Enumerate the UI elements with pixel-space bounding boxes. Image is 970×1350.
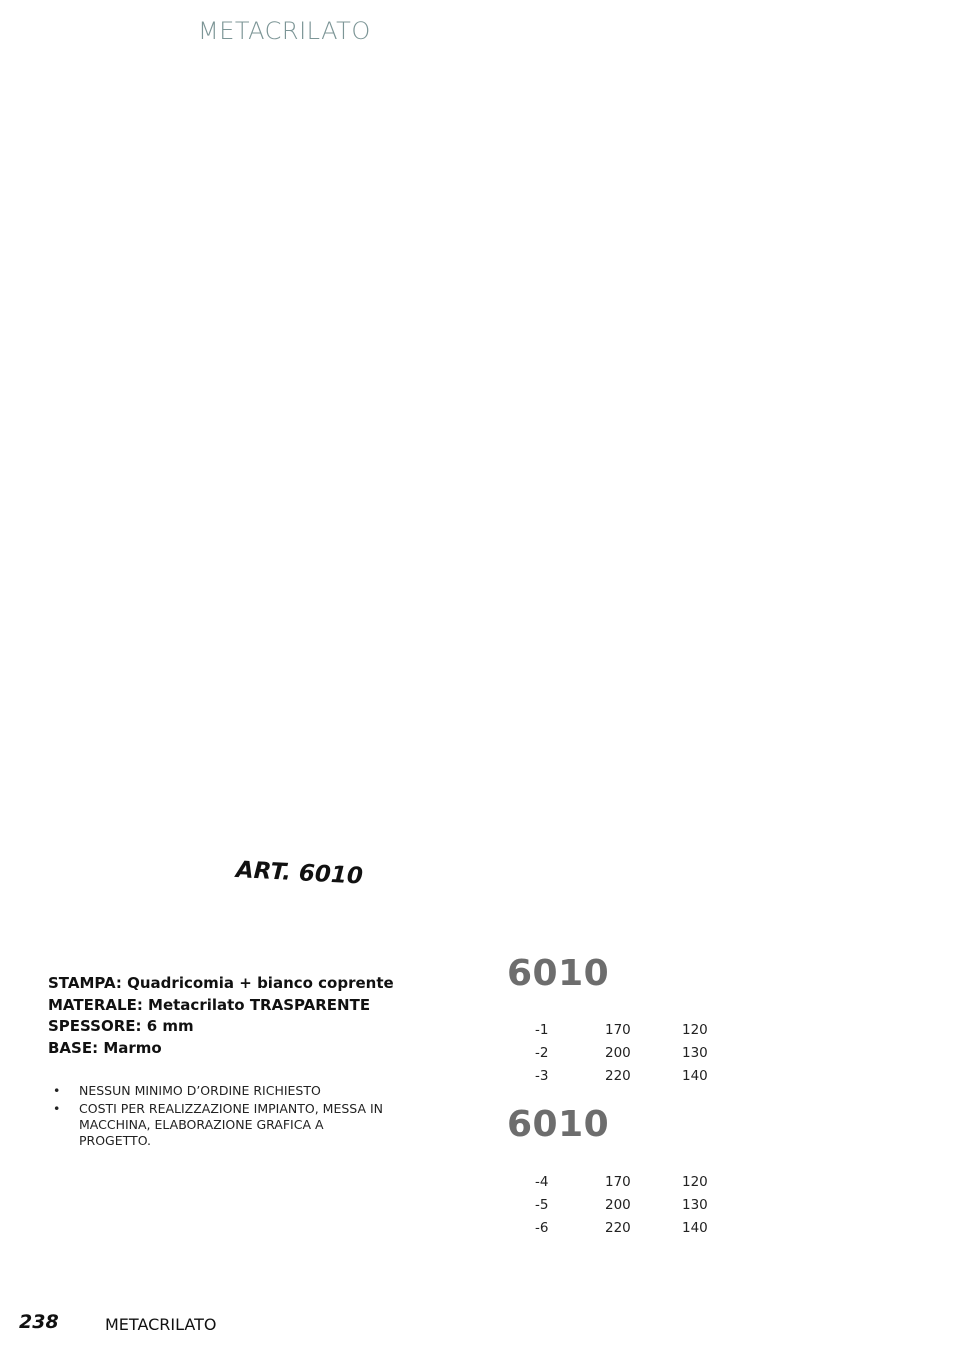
variant-cell: -1 xyxy=(535,1021,549,1038)
table-row xyxy=(510,1170,742,1193)
variant-cell: -2 xyxy=(535,1044,549,1061)
table-row xyxy=(510,1041,742,1064)
spec-materiale: MATERALE: Metacrilato TRASPARENTE xyxy=(48,995,371,1014)
size-cell: 170 xyxy=(605,1021,631,1038)
bullet-icon: • xyxy=(53,1083,61,1098)
variant-cell: -5 xyxy=(535,1196,549,1213)
size-table-1 xyxy=(510,1018,742,1088)
spec-spessore: SPESSORE: 6 mm xyxy=(48,1017,194,1035)
size-cell: 130 xyxy=(682,1044,708,1061)
size-cell: 120 xyxy=(682,1173,708,1190)
size-cell: 220 xyxy=(605,1220,631,1237)
note-item xyxy=(48,1101,399,1149)
size-cell: 220 xyxy=(605,1068,631,1085)
variant-cell: -6 xyxy=(535,1220,549,1237)
article-title: ART. 6010 xyxy=(235,857,364,890)
size-cell: 140 xyxy=(682,1068,708,1085)
header-title: METACRILATO xyxy=(198,17,371,45)
size-cell: 130 xyxy=(682,1196,708,1213)
bullet-icon: • xyxy=(53,1101,61,1116)
table-row xyxy=(510,1065,742,1088)
footer-label: METACRILATO xyxy=(105,1315,217,1334)
page-number: 238 xyxy=(19,1311,59,1333)
code-heading-1: 6010 xyxy=(507,953,610,994)
size-table-2 xyxy=(510,1170,742,1240)
note-text: NESSUN MINIMO D’ORDINE RICHIESTO xyxy=(79,1083,321,1098)
size-cell: 200 xyxy=(605,1196,631,1213)
variant-cell: -3 xyxy=(535,1068,549,1085)
size-cell: 170 xyxy=(605,1173,631,1190)
note-item xyxy=(48,1083,399,1099)
size-cell: 200 xyxy=(605,1044,631,1061)
table-row xyxy=(510,1018,742,1041)
size-cell: 120 xyxy=(682,1021,708,1038)
code-heading-2: 6010 xyxy=(507,1104,610,1145)
size-cell: 140 xyxy=(682,1220,708,1237)
table-row xyxy=(510,1217,742,1240)
notes-list xyxy=(48,1083,399,1151)
spec-base: BASE: Marmo xyxy=(48,1038,162,1057)
product-specs xyxy=(48,973,394,1059)
note-text: COSTI PER REALIZZAZIONE IMPIANTO, MESSA IN MACCHINA, ELABORAZIONE GRAFICA A PROGETTO. xyxy=(79,1101,384,1148)
spec-stampa: STAMPA: Quadricomia + bianco coprente xyxy=(48,974,394,992)
table-row xyxy=(510,1193,742,1216)
variant-cell: -4 xyxy=(535,1173,549,1190)
